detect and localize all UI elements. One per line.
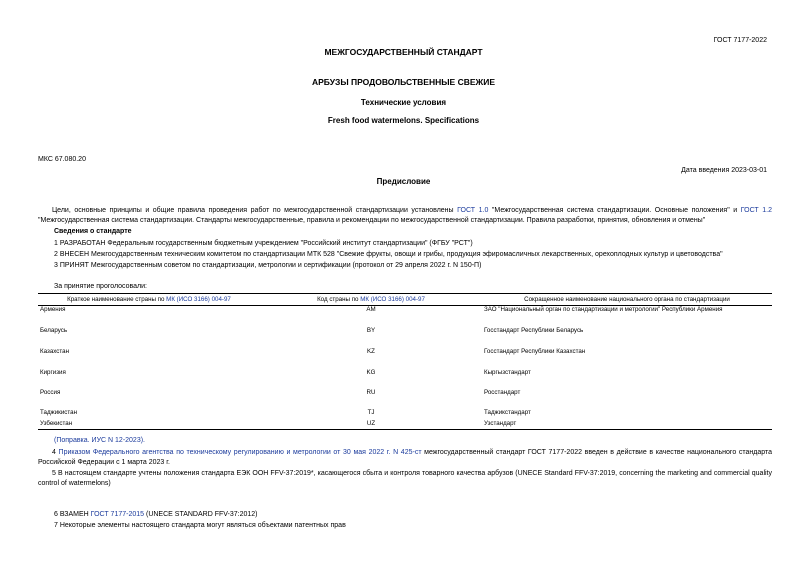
text-fragment: Код страны по bbox=[317, 296, 361, 303]
table-row bbox=[38, 389, 772, 409]
body-cell: Таджикстандарт bbox=[484, 408, 531, 416]
voted-label: За принятие проголосовали: bbox=[54, 283, 147, 290]
country-cell: Таджикистан bbox=[40, 408, 78, 416]
country-cell: Казахстан bbox=[40, 347, 69, 355]
column-header-body: Сокращенное наименование национального органа по стандартизации bbox=[482, 294, 772, 306]
body-cell: ЗАО "Национальный орган по стандартизации и метрологии" Республики Армения bbox=[484, 306, 723, 313]
mk-iso-link[interactable]: МК (ИСО 3166) 004-97 bbox=[360, 296, 425, 303]
code-cell: KG bbox=[366, 368, 376, 376]
country-cell: Узбекистан bbox=[38, 420, 260, 430]
item-1: 1 РАЗРАБОТАН Федеральным государственным бюджетным учреждением "Российский институт стандартизации" (ФГБУ "РСТ") bbox=[54, 240, 473, 247]
mk-iso-link[interactable]: МК (ИСО 3166) 004-97 bbox=[166, 296, 231, 303]
gost-7177-2015-link[interactable]: ГОСТ 7177-2015 bbox=[90, 511, 145, 518]
text-fragment: Краткое наименование страны по bbox=[67, 296, 167, 303]
table-row bbox=[38, 306, 772, 327]
code-cell: UZ bbox=[260, 420, 482, 430]
item-7: 7 Некоторые элементы настоящего стандарта могут являться объектами патентных прав bbox=[54, 522, 346, 529]
column-header-code bbox=[260, 294, 482, 306]
amendment-text[interactable]: (Поправка. ИУС N 12-2023). bbox=[54, 437, 145, 444]
mks-code: МКС 67.080.20 bbox=[38, 156, 86, 163]
body-cell: Госстандарт Республики Казахстан bbox=[484, 347, 586, 355]
table-row bbox=[38, 420, 772, 430]
item-5: 5 В настоящем стандарте учтены положения стандарта ЕЭК ООН FFV-37:2019*, касающегося сбыта и контроля товарного качества арбузов (UNECE Standard FFV-37:2019, concerning the marketing and commercial quality control of watermelons) bbox=[38, 470, 772, 487]
body-cell: Росстандарт bbox=[484, 388, 521, 396]
item-2: 2 ВНЕСЕН Межгосударственным техническим комитетом по стандартизации МТК 528 "Свежие фрукты, овощи и грибы, продукция эфиромасличных лекарственных, орехоплодных культур и цветоводства" bbox=[54, 251, 723, 258]
table-row bbox=[38, 409, 772, 420]
text-fragment: 4 bbox=[52, 449, 59, 456]
code-cell: AM bbox=[366, 306, 376, 313]
item-4 bbox=[38, 448, 772, 468]
country-cell: Киргизия bbox=[40, 368, 66, 376]
gost-1-0-link[interactable]: ГОСТ 1.0 bbox=[457, 207, 489, 214]
country-cell: Беларусь bbox=[40, 326, 68, 334]
item-3: 3 ПРИНЯТ Межгосударственным советом по стандартизации, метрологии и сертификации (протокол от 29 апреля 2022 г. N 150-П) bbox=[54, 262, 482, 269]
code-cell: KZ bbox=[367, 347, 375, 355]
intro-date: Дата введения 2023-03-01 bbox=[681, 167, 767, 174]
code-cell: RU bbox=[366, 388, 376, 396]
document-title-en: Fresh food watermelons. Specifications bbox=[327, 116, 480, 125]
foreword-heading: Предисловие bbox=[376, 177, 431, 186]
code-cell: BY bbox=[366, 326, 376, 334]
table-row bbox=[38, 348, 772, 369]
body-cell: Госстандарт Республики Беларусь bbox=[484, 326, 584, 334]
info-heading: Сведения о стандарте bbox=[54, 228, 132, 235]
doc-code: ГОСТ 7177-2022 bbox=[713, 37, 767, 44]
body-cell: Кыргызстандарт bbox=[484, 368, 531, 376]
item-6 bbox=[54, 511, 258, 518]
document-subtitle: Технические условия bbox=[360, 98, 447, 107]
foreword-paragraph bbox=[38, 206, 772, 226]
document-title: АРБУЗЫ ПРОДОВОЛЬСТВЕННЫЕ СВЕЖИЕ bbox=[312, 77, 495, 87]
country-cell: Армения bbox=[40, 306, 66, 313]
body-cell: Узстандарт bbox=[482, 420, 772, 430]
text-fragment: Цели, основные принципы и общие правила проведения работ по межгосударственной стандартизации установлены bbox=[52, 207, 458, 214]
code-cell: TJ bbox=[367, 408, 375, 416]
table-row bbox=[38, 369, 772, 389]
countries-table bbox=[38, 293, 772, 430]
country-cell: Россия bbox=[40, 388, 61, 396]
gost-1-2-link[interactable]: ГОСТ 1.2 bbox=[740, 207, 772, 214]
text-fragment: "Межгосударственная система стандартизации. Основные положения" и bbox=[488, 207, 741, 214]
standard-type: МЕЖГОСУДАРСТВЕННЫЙ СТАНДАРТ bbox=[324, 47, 483, 57]
text-fragment: 6 ВЗАМЕН bbox=[54, 511, 91, 518]
order-link[interactable]: Приказом Федерального агентства по техническому регулированию и метрологии от 30 мая 2022 г. N 425-ст bbox=[58, 449, 422, 456]
text-fragment: (UNECE STANDARD FFV-37:2012) bbox=[144, 511, 258, 518]
table-row bbox=[38, 327, 772, 348]
text-fragment: межгосударственный стандарт ГОСТ 7177-2022 введен в действие в качестве национального стандарта Российской Федерации с 1 марта 2023 г. bbox=[38, 449, 772, 466]
text-fragment: "Межгосударственная система стандартизации. Стандарты межгосударственные, правила и рекомендации по межгосударственной стандартизации. Правила разработки, принятия, обновления и отмены" bbox=[38, 217, 706, 224]
table-header-row bbox=[38, 294, 772, 306]
amendment-link[interactable] bbox=[54, 437, 145, 444]
column-header-country bbox=[38, 294, 260, 306]
